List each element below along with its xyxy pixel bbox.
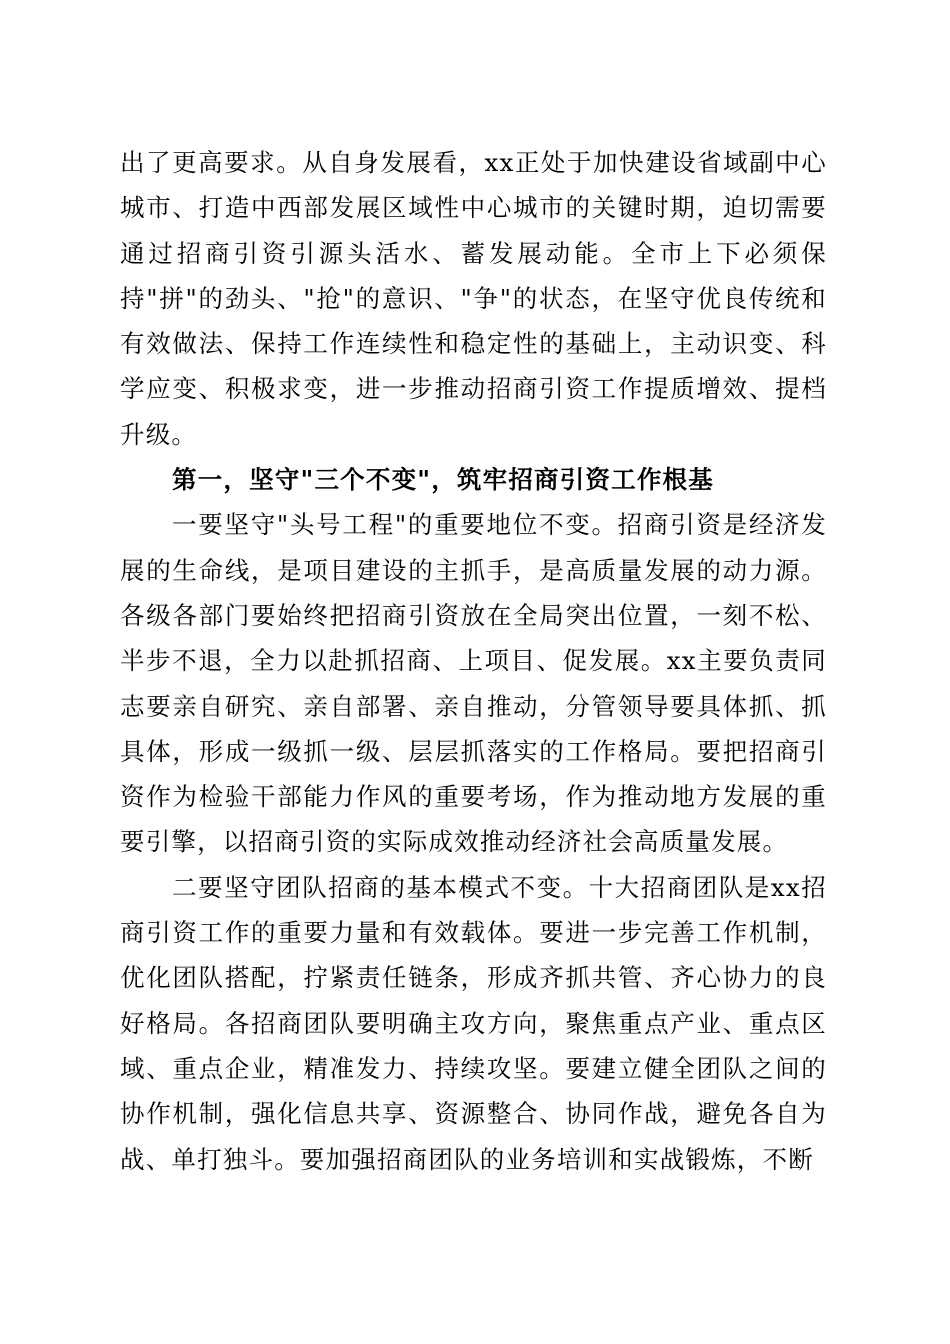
paragraph-intro-continuation: 出了更高要求。从自身发展看，xx正处于加快建设省域副中心城市、打造中西部发展区域性中心城市的关键时期，迫切需要通过招商引资引源头活水、蓄发展动能。全市上下必须保持"拼"的劲头、"抢"的意识、"争"的状态，在坚守优良传统和有效做法、保持工作连续性和稳定性的基础上，主动识变、科学应变、积极求变，进一步推动招商引资工作提质增效、提档升级。 <box>120 148 827 449</box>
paragraph-point-2: 二要坚守团队招商的基本模式不变。十大招商团队是xx招商引资工作的重要力量和有效载体。要进一步完善工作机制，优化团队搭配，拧紧责任链条，形成齐抓共管、齐心协力的良好格局。各招商团队要明确主攻方向，聚焦重点产业、重点区域、重点企业，精准发力、持续攻坚。要建立健全团队之间的协作机制，强化信息共享、资源整合、协同作战，避免各自为战、单打独斗。要加强招商团队的业务培训和实战锻炼，不断 <box>120 872 827 1174</box>
paragraph-point-1: 一要坚守"头号工程"的重要地位不变。招商引资是经济发展的生命线，是项目建设的主抓手，是高质量发展的动力源。各级各部门要始终把招商引资放在全局突出位置，一刻不松、半步不退，全力以赴抓招商、上项目、促发展。xx主要负责同志要亲自研究、亲自部署、亲自推动，分管领导要具体抓、抓具体，形成一级抓一级、层层抓落实的工作格局。要把招商引资作为检验干部能力作风的重要考场，作为推动地方发展的重要引擎，以招商引资的实际成效推动经济社会高质量发展。 <box>120 510 827 857</box>
document-body <box>120 140 827 1182</box>
section-heading: 第一，坚守"三个不变"，筑牢招商引资工作根基 <box>172 465 714 495</box>
